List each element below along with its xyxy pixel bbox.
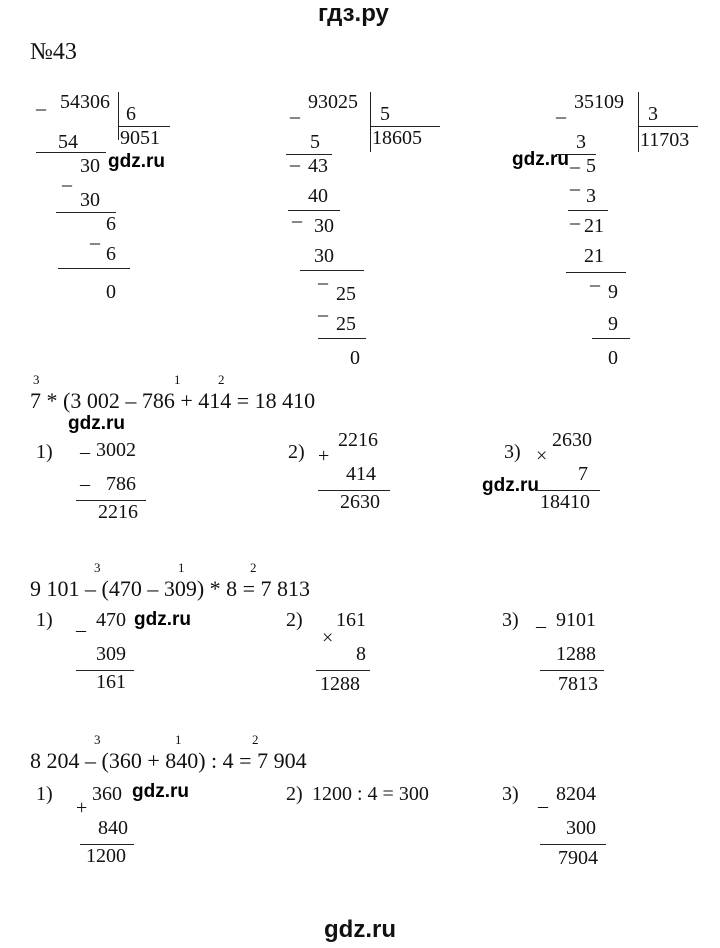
order-mark: 2 — [252, 732, 259, 747]
minus-sign: _ — [556, 99, 566, 121]
operand-bottom: 309 — [96, 643, 126, 665]
step: 30 — [80, 189, 100, 211]
expression: 9 101 – (470 – 309) * 8 = 7 813 — [30, 576, 311, 601]
step: 9 — [608, 281, 618, 303]
order-mark: 3 — [94, 732, 101, 747]
order-mark: 1 — [175, 732, 182, 747]
result: 7904 — [558, 847, 598, 869]
operand-top: 2630 — [552, 429, 592, 451]
quotient: 18605 — [372, 127, 422, 149]
watermark: gdz.ru — [512, 149, 569, 170]
divisor: 5 — [380, 103, 390, 125]
operand-bottom: 7 — [578, 463, 588, 485]
step-label: 3) — [502, 783, 519, 805]
operand-bottom: 414 — [346, 463, 376, 485]
step-label: 2) — [286, 609, 303, 631]
minus-sign: _ — [290, 147, 300, 169]
operand-top: 8204 — [556, 783, 596, 805]
step: 25 — [336, 313, 356, 335]
step: 3 — [576, 131, 586, 153]
minus-sign: _ — [62, 167, 72, 189]
plus-sign: + — [76, 797, 88, 819]
minus-sign: _ — [318, 297, 328, 319]
result: 1288 — [320, 673, 360, 695]
plus-sign: + — [318, 445, 330, 467]
times-sign: × — [536, 445, 548, 467]
minus-sign: _ — [318, 265, 328, 287]
quotient: 11703 — [640, 129, 690, 151]
minus-sign: _ — [570, 205, 580, 227]
operand-top: 3002 — [96, 439, 136, 461]
step: 30 — [314, 245, 334, 267]
minus-sign: _ — [90, 225, 100, 247]
step-label: 2) — [286, 783, 303, 805]
order-mark: 2 — [218, 372, 225, 387]
operand-bottom: 1288 — [556, 643, 596, 665]
result: 161 — [96, 671, 126, 693]
minus-sign: – — [80, 473, 90, 495]
step: 3 — [586, 185, 596, 207]
watermark: gdz.ru — [108, 151, 165, 172]
operand-top: 161 — [336, 609, 366, 631]
result: 2216 — [98, 501, 138, 523]
minus-sign: _ — [570, 149, 580, 171]
step-label: 1) — [36, 441, 53, 463]
step: 5 — [586, 155, 596, 177]
step: 6 — [106, 243, 116, 265]
quotient: 9051 — [120, 127, 160, 149]
operand-top: 470 — [96, 609, 126, 631]
site-title: гдз.ру — [318, 0, 389, 27]
task-number: №43 — [30, 39, 77, 65]
order-mark: 1 — [178, 560, 185, 575]
step-label: 3) — [504, 441, 521, 463]
step-label: 3) — [502, 609, 519, 631]
step: 21 — [584, 245, 604, 267]
minus-sign: _ — [590, 267, 600, 289]
minus-sign: _ — [290, 99, 300, 121]
inline-calculation: 1200 : 4 = 300 — [312, 783, 429, 805]
order-mark: 1 — [174, 372, 181, 387]
step-label: 2) — [288, 441, 305, 463]
step: 5 — [310, 131, 320, 153]
dividend: 35109 — [574, 91, 624, 113]
step-label: 1) — [36, 609, 53, 631]
operand-top: 360 — [92, 783, 122, 805]
divisor: 6 — [126, 103, 136, 125]
minus-sign: – — [80, 441, 90, 463]
minus-sign: – — [536, 615, 546, 637]
order-mark: 3 — [33, 372, 40, 387]
step: 9 — [608, 313, 618, 335]
watermark: gdz.ru — [482, 475, 539, 496]
operand-bottom: 786 — [106, 473, 136, 495]
result: 7813 — [558, 673, 598, 695]
divisor: 3 — [648, 103, 658, 125]
minus-sign: _ — [570, 171, 580, 193]
operand-bottom: 840 — [98, 817, 128, 839]
dividend: 93025 — [308, 91, 358, 113]
minus-sign: – — [538, 795, 548, 817]
order-mark: 2 — [250, 560, 257, 575]
step: 6 — [106, 213, 116, 235]
operand-bottom: 8 — [356, 643, 366, 665]
watermark: gdz.ru — [134, 609, 191, 630]
remainder: 0 — [608, 347, 618, 369]
watermark: gdz.ru — [68, 413, 125, 434]
minus-sign: – — [76, 619, 86, 641]
operand-bottom: 300 — [566, 817, 596, 839]
operand-top: 2216 — [338, 429, 378, 451]
order-mark: 3 — [94, 560, 101, 575]
times-sign: × — [322, 627, 334, 649]
step: 30 — [314, 215, 334, 237]
result: 18410 — [540, 491, 590, 513]
remainder: 0 — [106, 281, 116, 303]
step: 54 — [58, 131, 78, 153]
step: 43 — [308, 155, 328, 177]
step: 25 — [336, 283, 356, 305]
minus-sign: _ — [292, 203, 302, 225]
site-footer: gdz.ru — [324, 916, 396, 943]
step: 21 — [584, 215, 604, 237]
result: 1200 — [86, 845, 126, 867]
step: 30 — [80, 155, 100, 177]
minus-sign: _ — [36, 91, 46, 113]
result: 2630 — [340, 491, 380, 513]
operand-top: 9101 — [556, 609, 596, 631]
remainder: 0 — [350, 347, 360, 369]
step: 40 — [308, 185, 328, 207]
step-label: 1) — [36, 783, 53, 805]
expression: 7 * (3 002 – 786 + 414 = 18 410 — [30, 388, 316, 413]
watermark: gdz.ru — [132, 781, 189, 802]
dividend: 54306 — [60, 91, 110, 113]
expression: 8 204 – (360 + 840) : 4 = 7 904 — [30, 748, 307, 773]
